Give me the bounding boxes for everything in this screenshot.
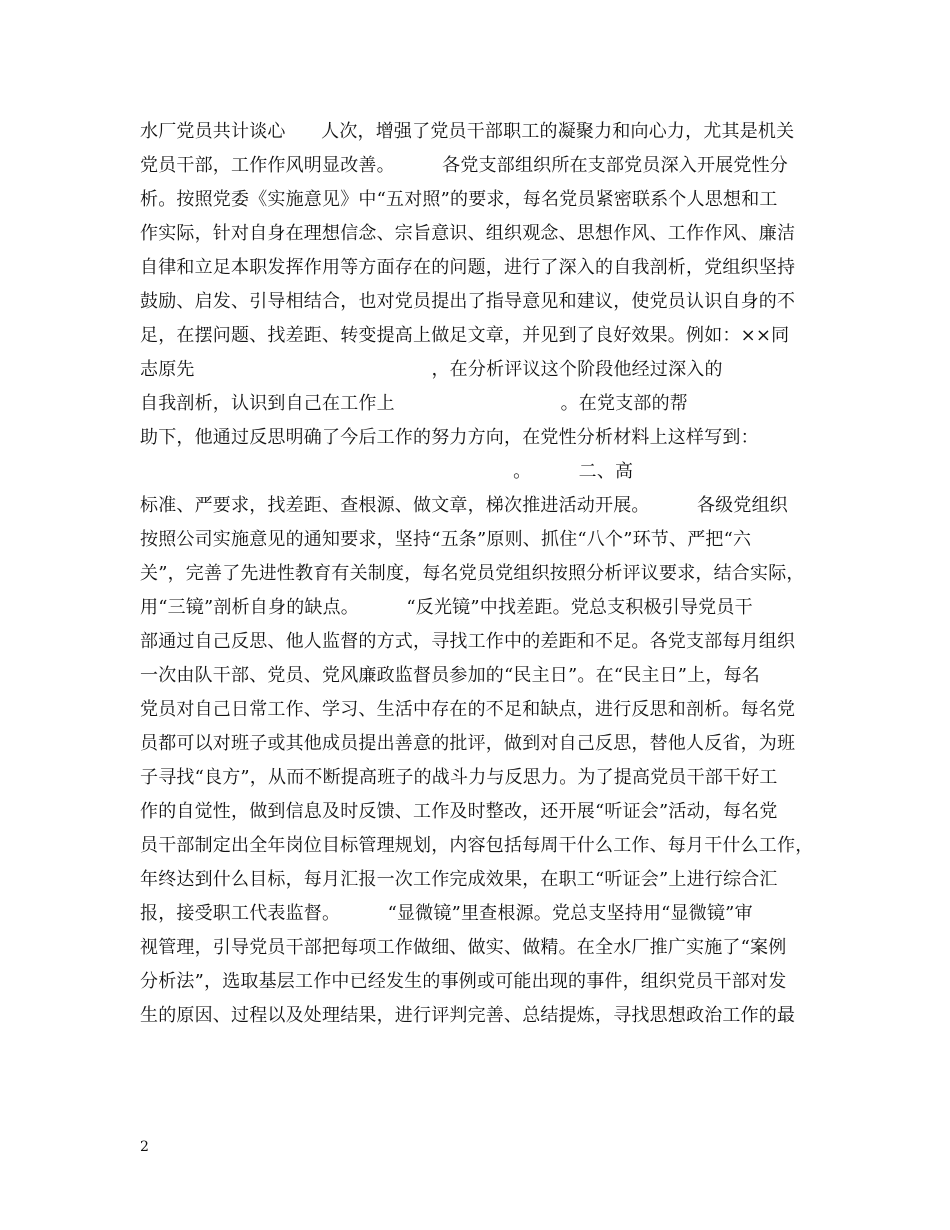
body-text-line: 自我剖析，认识到自己在工作上 。在党支部的帮 [140, 393, 689, 414]
body-text-line: 员干部制定出全年岗位目标管理规划，内容包括每周干什么工作、每月干什么工作， [140, 835, 814, 856]
body-text-line: 。 二、高 [140, 461, 634, 482]
body-text-line: 标准、严要求，找差距、查根源、做文章，梯次推进活动开展。 各级党组织 [140, 495, 788, 516]
body-text-line: 自律和立足本职发挥作用等方面存在的问题，进行了深入的自我剖析，党组织坚持 [140, 257, 796, 278]
body-text-line: 作实际，针对自身在理想信念、宗旨意识、组织观念、思想作风、工作作风、廉洁 [140, 223, 796, 244]
body-text-line: 报，接受职工代表监督。 “显微镜”里查根源。党总支坚持用“显微镜”审 [140, 903, 753, 924]
body-text-line: 部通过自己反思、他人监督的方式，寻找工作中的差距和不足。各党支部每月组织 [140, 631, 796, 652]
body-text-line: 生的原因、过程以及处理结果，进行评判完善、总结提炼，寻找思想政治工作的最 [140, 1005, 796, 1026]
body-text-line: 员都可以对班子或其他成员提出善意的批评，做到对自己反思，替他人反省，为班 [140, 733, 796, 754]
body-text-line: 按照公司实施意见的通知要求，坚持“五条”原则、抓住“八个”环节、严把“六 [140, 529, 752, 550]
body-text-line: 党员干部，工作作风明显改善。 各党支部组织所在支部党员深入开展党性分 [140, 155, 788, 176]
body-text-line: 党员对自己日常工作、学习、生活中存在的不足和缺点，进行反思和剖析。每名党 [140, 699, 796, 720]
body-text-line: 分析法”，选取基层工作中已经发生的事例或可能出现的事件，组织党员干部对发 [140, 971, 787, 992]
body-text-line: 志原先 ，在分析评议这个阶段他经过深入的 [140, 359, 723, 380]
page-number: 2 [140, 1139, 149, 1155]
body-text-line: 助下，他通过反思明确了今后工作的努力方向，在党性分析材料上这样写到： [140, 427, 759, 448]
body-text-line: 关”，完善了先进性教育有关制度，每名党员党组织按照分析评议要求，结合实际， [140, 563, 805, 584]
body-text-line: 足，在摆问题、找差距、转变提高上做足文章，并见到了良好效果。例如：××同 [140, 325, 790, 346]
body-text-line: 析。按照党委《实施意见》中“五对照”的要求，每名党员紧密联系个人思想和工 [140, 189, 778, 210]
body-text-line: 视管理，引导党员干部把每项工作做细、做实、做精。在全水厂推广实施了“案例 [140, 937, 787, 958]
body-text-line: 子寻找“良方”，从而不断提高班子的战斗力与反思力。为了提高党员干部干好工 [140, 767, 778, 788]
body-text-line: 用“三镜”剖析自身的缺点。 “反光镜”中找差距。党总支积极引导党员干 [140, 597, 753, 618]
body-text-line: 一次由队干部、党员、党风廉政监督员参加的“民主日”。在“民主日”上，每名 [140, 665, 761, 686]
body-text-line: 年终达到什么目标，每月汇报一次工作完成效果，在职工“听证会”上进行综合汇 [140, 869, 778, 890]
body-text-line: 鼓励、启发、引导相结合，也对党员提出了指导意见和建议，使党员认识自身的不 [140, 291, 796, 312]
body-text-line: 作的自觉性，做到信息及时反馈、工作及时整改，还开展“听证会”活动，每名党 [140, 801, 778, 822]
body-text-line: 水厂党员共计谈心 人次，增强了党员干部职工的凝聚力和向心力，尤其是机关 [140, 121, 795, 142]
